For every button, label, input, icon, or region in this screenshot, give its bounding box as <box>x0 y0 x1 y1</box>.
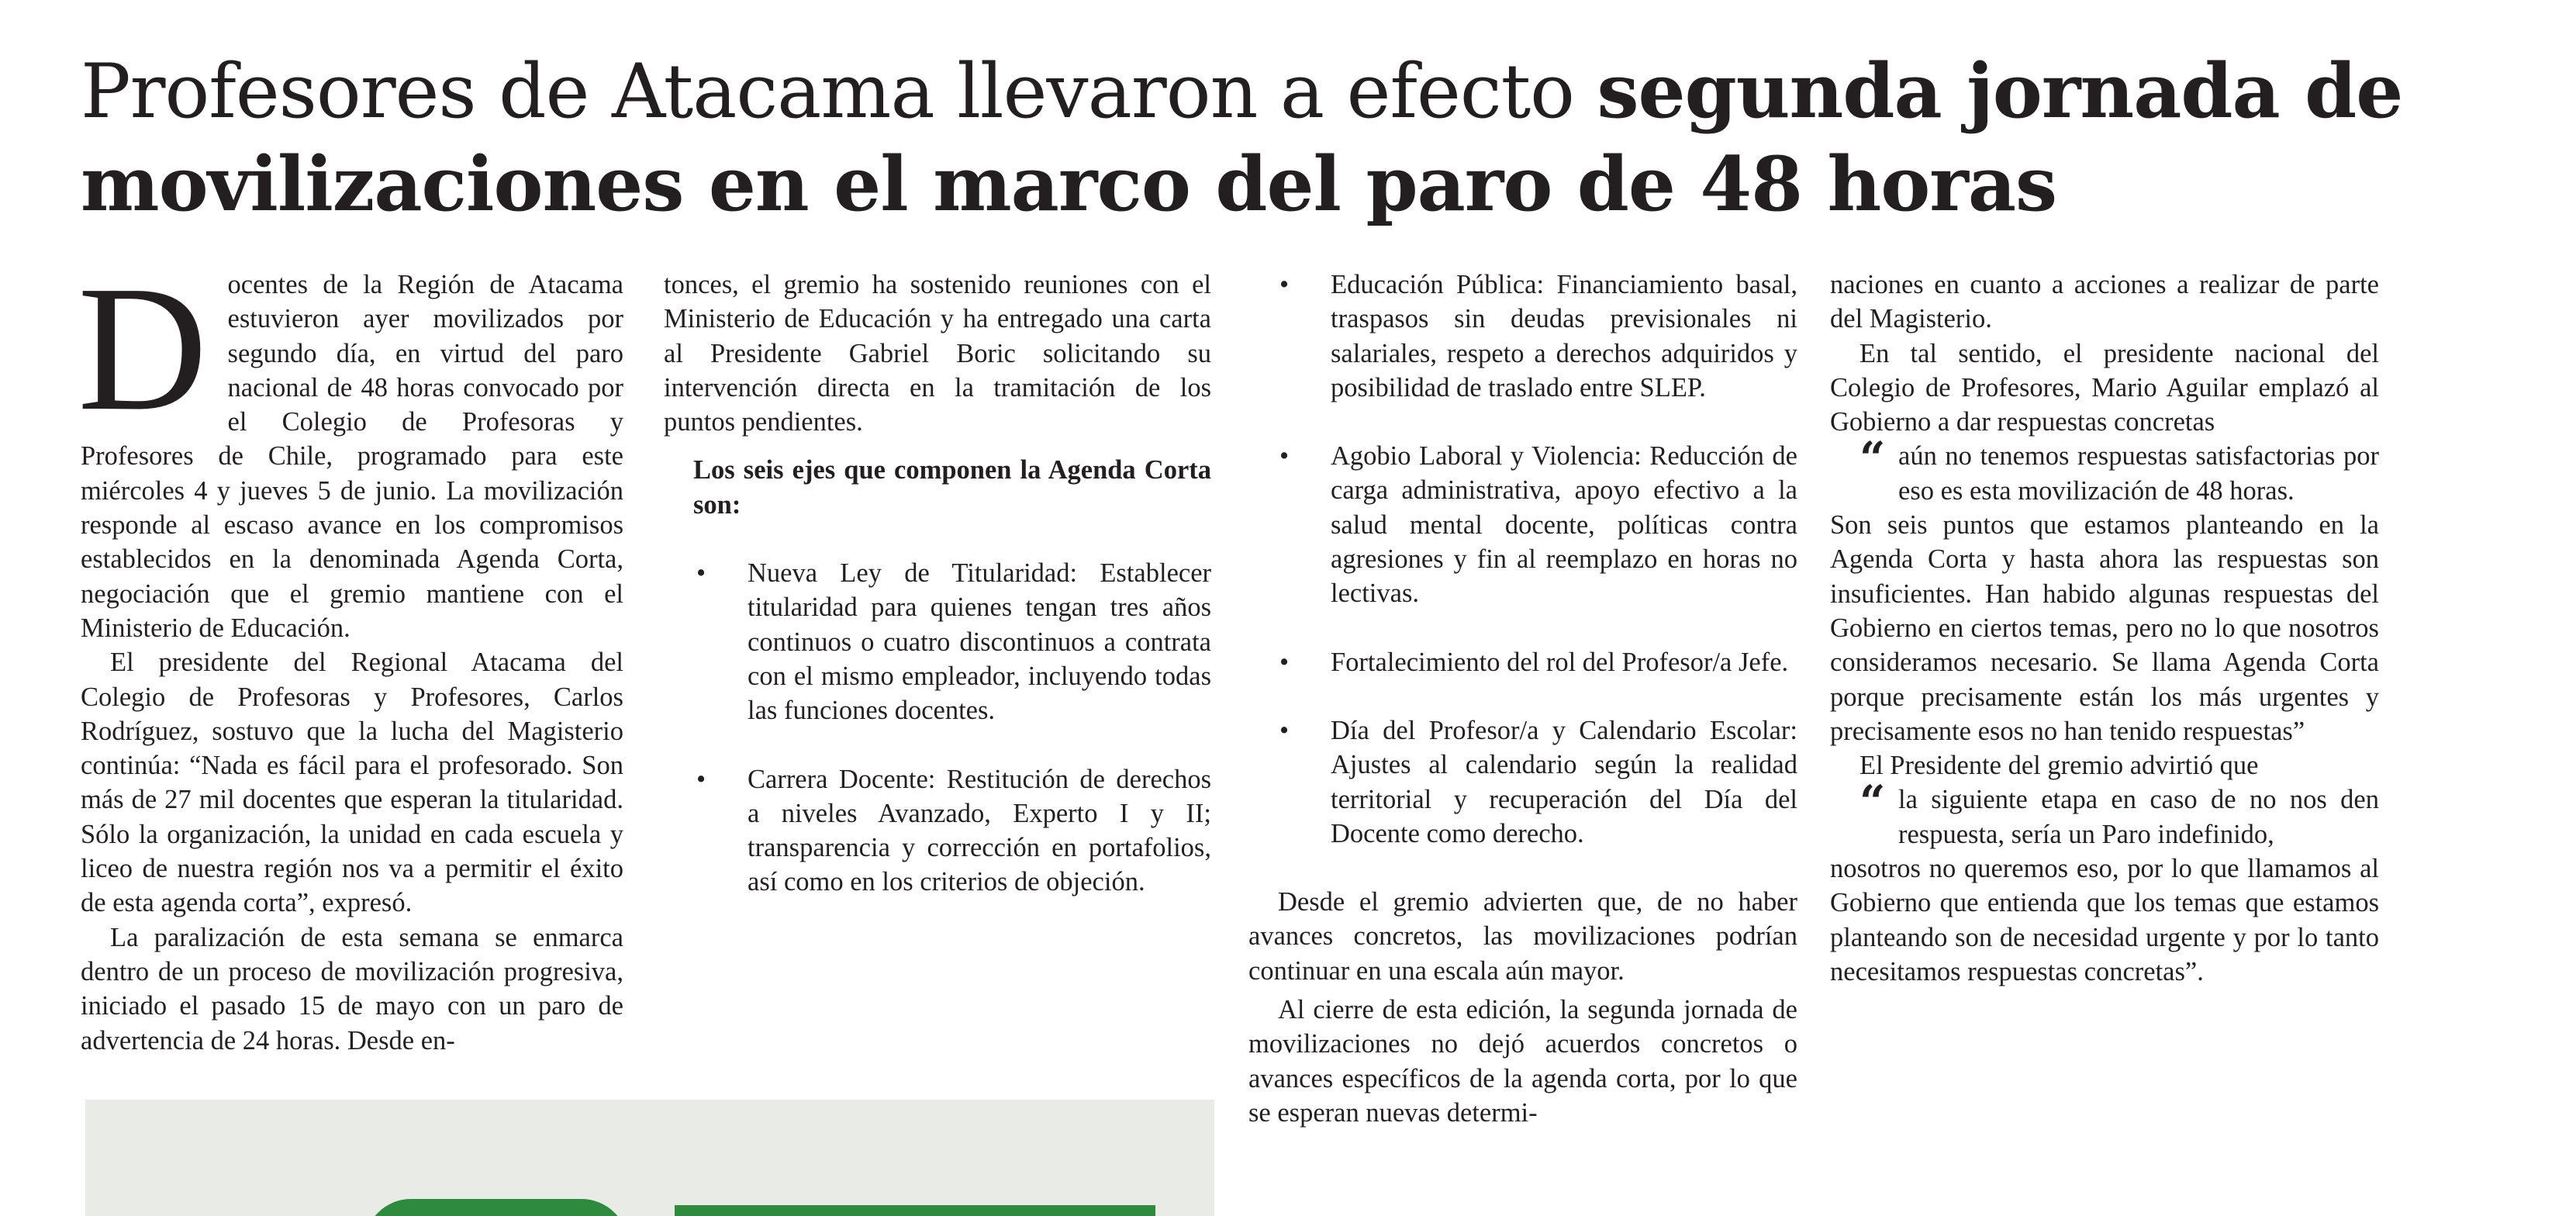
paragraph: En tal sentido, el presidente nacional del Colegio de Profesores, Mario Aguilar emplazó al Gobierno a dar respuestas concretas <box>1830 338 2379 437</box>
quote-text: aún no tenemos respuestas satisfactorias por eso es esta movilización de 48 horas. <box>1898 441 2379 506</box>
paragraph: tonces, el gremio ha sostenido reuniones con el Ministerio de Educación y ha entregado una carta al Presidente Gabriel Boric solicitando su intervención directa en la tramitación de los puntos pendientes. <box>664 270 1211 437</box>
bullet-icon: • <box>696 764 706 794</box>
paragraph: naciones en cuanto a acciones a realizar de parte del Magisterio. <box>1830 270 2379 334</box>
quote-text: la siguiente etapa en caso de no nos den respuesta, sería un Paro indefinido, <box>1898 785 2379 849</box>
paragraph-intro <box>78 249 623 645</box>
quote-lead <box>1830 432 2379 508</box>
subheading: Los seis ejes que componen la Agenda Corta son: <box>693 455 1211 520</box>
list-item <box>664 762 1211 900</box>
paragraph-intro-text: ocentes de la Región de Atacama estuvieron ayer movilizados por segundo día, en virtud del paro nacional de 48 horas convocado por el Colegio de Profesoras y Profesores de Chile, programado para este miércoles 4 y jueves 5 de junio. La movilización responde al escaso avance en los compromisos establecidos en la denominada Agenda Corta, negociación que el gremio mantiene con el Ministerio de Educación. <box>81 270 623 643</box>
list-item <box>664 556 1211 727</box>
bullet-icon: • <box>1279 270 1290 299</box>
column-4 <box>1830 268 2379 989</box>
bullet-list <box>1248 268 1797 851</box>
column-1 <box>78 249 623 1058</box>
quote-lead <box>1830 776 2379 852</box>
column-2 <box>664 268 1211 934</box>
drop-cap: D <box>78 249 208 448</box>
bullet-list <box>664 556 1211 900</box>
headline-regular: Profesores de Atacama llevaron a efecto <box>81 48 1597 135</box>
bullet-icon: • <box>1279 441 1290 472</box>
quote-mark-icon: “ <box>1859 776 1886 829</box>
list-item-text: Día del Profesor/a y Calendario Escolar: Ajustes al calendario según la realidad territorial y recuperación del Día del Docente como derecho. <box>1331 715 1797 848</box>
paragraph: El presidente del Regional Atacama del Colegio de Profesoras y Profesores, Carlos Rodríguez, sostuvo que la lucha del Magisterio continúa: “Nada es fácil para el profesorado. Son más de 27 mil docentes que esperan la titularidad. Sólo la organización, la unidad en cada escuela y liceo de nuestra región nos va a permitir el éxito de esta agenda corta”, expresó. <box>81 648 623 918</box>
list-item <box>1248 268 1797 405</box>
list-item-text: Carrera Docente: Restitución de derechos a niveles Avanzado, Experto I y II; transparencia y corrección en portafolios, así como en los criterios de objeción. <box>748 764 1211 897</box>
quote-continuation: nosotros no queremos eso, por lo que llamamos al Gobierno que entienda que los temas que estamos planteando son de necesidad urgente y por lo tanto necesitamos respuestas concretas”. <box>1830 854 2379 986</box>
photo-green-shape <box>364 1199 628 1216</box>
quote-mark-icon: “ <box>1859 432 1886 485</box>
list-item <box>1248 645 1797 679</box>
bullet-icon: • <box>1279 715 1290 745</box>
list-item-text: Educación Pública: Financiamiento basal, traspasos sin deudas previsionales ni salariales, respeto a derechos adquiridos y posibilidad de traslado entre SLEP. <box>1331 270 1797 402</box>
bullet-icon: • <box>1279 647 1290 677</box>
paragraph: El Presidente del gremio advirtió que <box>1859 751 2259 781</box>
paragraph: Desde el gremio advierten que, de no haber avances concretos, las movilizaciones podrían continuar en una escala aún mayor. <box>1248 887 1797 986</box>
paragraph: La paralización de esta semana se enmarca dentro de un proceso de movilización progresiva, iniciado el pasado 15 de mayo con un paro de advertencia de 24 horas. Desde en- <box>81 922 623 1055</box>
list-item <box>1248 713 1797 851</box>
headline <box>81 45 2523 231</box>
list-item <box>1248 439 1797 610</box>
photo-green-banner <box>675 1205 1155 1216</box>
column-3 <box>1248 268 1797 1130</box>
list-item-text: Fortalecimiento del rol del Profesor/a Jefe. <box>1331 647 1789 677</box>
paragraph: Al cierre de esta edición, la segunda jornada de movilizaciones no dejó acuerdos concretos o avances específicos de la agenda corta, por lo que se esperan nuevas determi- <box>1248 995 1797 1128</box>
bullet-icon: • <box>696 558 706 589</box>
list-item-text: Nueva Ley de Titularidad: Establecer titularidad para quienes tengan tres años continuos o cuatro discontinuos a contrata con el mismo empleador, incluyendo todas las funciones docentes. <box>748 558 1211 726</box>
article-photo <box>85 1100 1214 1216</box>
headline-bold: segunda jornada de movilizaciones en el marco del paro de 48 horas <box>81 47 2403 228</box>
quote-continuation: Son seis puntos que estamos planteando en la Agenda Corta y hasta ahora las respuestas son insuficientes. Han habido algunas respuestas del Gobierno en ciertos temas, pero no lo que nosotros consideramos necesario. Se llama Agenda Corta porque precisamente están los más urgentes y precisamente esos no han tenido respuestas” <box>1830 510 2379 746</box>
list-item-text: Agobio Laboral y Violencia: Reducción de carga administrativa, apoyo efectivo a la salud mental docente, políticas contra agresiones y fin al reemplazo en horas no lectivas. <box>1331 441 1797 609</box>
